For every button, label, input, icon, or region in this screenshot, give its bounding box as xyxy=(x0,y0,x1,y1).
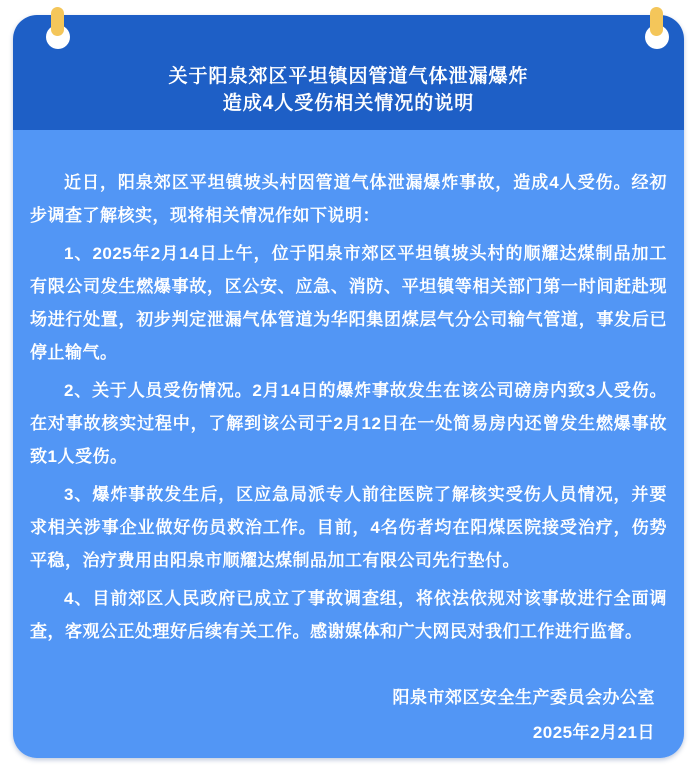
notice-paragraph-intro: 近日，阳泉郊区平坦镇坡头村因管道气体泄漏爆炸事故，造成4人受伤。经初步调查了解核实，现将相关情况作如下说明： xyxy=(30,173,667,225)
notice-title-line-2: 造成4人受伤相关情况的说明 xyxy=(222,93,475,114)
notice-title-line-1: 关于阳泉郊区平坦镇因管道气体泄漏爆炸 xyxy=(168,66,529,87)
notice-paragraph-item-1: 1、2025年2月14日上午，位于阳泉市郊区平坦镇坡头村的顺耀达煤制品加工有限公司发生燃爆事故，区公安、应急、消防、平坦镇等相关部门第一时间赶赴现场进行处置，初步判定泄漏气体管道为华阳集团煤层气分公司输气管道，事发后已停止输气。 xyxy=(30,244,667,362)
notice-paragraph-item-3: 3、爆炸事故发生后，区应急局派专人前往医院了解核实受伤人员情况，并要求相关涉事企业做好伤员救治工作。目前，4名伤者均在阳煤医院接受治疗，伤势平稳，治疗费用由阳泉市顺耀达煤制品加工有限公司先行垫付。 xyxy=(30,485,667,570)
notice-card xyxy=(13,15,684,758)
pin-right-icon xyxy=(650,7,663,36)
notice-header xyxy=(13,15,684,130)
notice-paragraph-item-2: 2、关于人员受伤情况。2月14日的爆炸事故发生在该公司磅房内致3人受伤。在对事故核实过程中，了解到该公司于2月12日在一处简易房内还曾发生燃爆事故致1人受伤。 xyxy=(30,381,667,466)
notice-date: 2025年2月21日 xyxy=(532,723,655,742)
signature: 阳泉市郊区安全生产委员会办公室 xyxy=(392,688,655,707)
notice-body xyxy=(13,130,684,758)
pin-left-icon xyxy=(51,7,64,36)
notice-paragraph-item-4: 4、目前郊区人民政府已成立了事故调查组，将依法依规对该事故进行全面调查，客观公正处理好后续有关工作。感谢媒体和广大网民对我们工作进行监督。 xyxy=(30,589,667,641)
